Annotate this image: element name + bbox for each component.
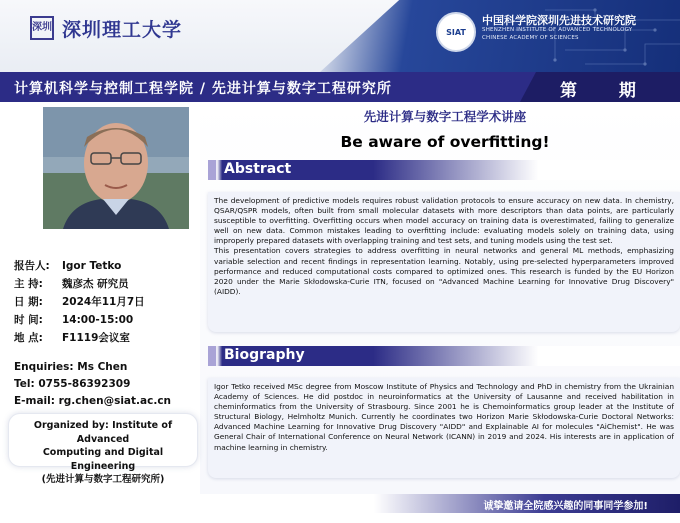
issue-number: 第 期 bbox=[560, 81, 654, 101]
contact-email[interactable]: E-mail: rg.chen@siat.ac.cn bbox=[14, 395, 172, 407]
heading-accent bbox=[208, 160, 216, 180]
info-date: 日 期: 2024年11月7日 bbox=[14, 296, 145, 308]
siat-name-en-1: SHENZHEN INSTITUTE OF ADVANCED TECHNOLOGY bbox=[482, 27, 633, 33]
organizer-box bbox=[8, 413, 198, 485]
organizer-line-1: Organized by: Institute of Advanced bbox=[33, 420, 173, 445]
contact-tel: Tel: 0755-86392309 bbox=[14, 378, 131, 390]
siat-logo: SIAT bbox=[436, 12, 476, 52]
siat-name-cn: 中国科学院深圳先进技术研究院 bbox=[482, 14, 636, 27]
biography-heading: Biography bbox=[224, 347, 305, 363]
biography-body bbox=[208, 378, 680, 478]
biography-heading-bar bbox=[208, 346, 680, 366]
department-title: 计算机科学与控制工程学院 / 先进计算与数字工程研究所 bbox=[14, 81, 392, 97]
info-time: 时 间: 14:00-15:00 bbox=[14, 314, 134, 326]
organizer-line-2: Computing and Digital Engineering bbox=[42, 447, 164, 472]
biography-text: Igor Tetko received MSc degree from Moscow Institute of Physics and Technology and PhD in chemistry from the Ukrainian Academy of Sciences. He did postdoc in neuroinformatics at the University of Lausanne and received habilitation in cheminformatics from the University of Strasbourg. Since 2001 he is Chemoinformatics group leader at the Institute of Structural Biology, Helmholtz Munich. Currently he coordinates two Horizon Marie Skłodowska-Curie Doctoral Networks: Advanced Machine Learning for Innovative Drug Discovery "AIDD" and Explainable AI for molecules "AiChemist". He was General Chair of International Conference on Neural Network (ICANN) in 2019 and 2024. His interests are in application of machine learning in chemistry. bbox=[214, 382, 674, 452]
abstract-paragraph-2: This presentation covers strategies to address overfitting in neural networks and general ML methods, emphasizing variable selection and recent findings in representation learning. Notably, using pre-selected hyperparameters improved performance and reduced computational costs compared to optimized ones. This research is funded by the EU Horizon 2020 under the Marie Skłodowska-Curie ITN, focused on "Advanced Machine Learning for Innovative Drug Discovery" (AIDD). bbox=[214, 246, 674, 296]
heading-accent bbox=[208, 346, 216, 366]
university-name: 深圳理工大学 bbox=[62, 19, 183, 41]
university-logo: 深圳 bbox=[30, 16, 54, 40]
talk-title: Be aware of overfitting! bbox=[340, 133, 550, 151]
contact-enquiries: Enquiries: Ms Chen bbox=[14, 361, 128, 373]
lecture-series-title: 先进计算与数字工程学术讲座 bbox=[363, 109, 527, 124]
abstract-paragraph-1: The development of predictive models requires robust validation protocols to ensure accuracy on new data. In chemistry, QSAR/QSPR models, often built from small molecular datasets with more descriptors than data points, are particularly susceptible to overfitting. Overfitting occurs when model accuracy on training data is overestimated, failing to generalize well on new data. Common mistakes leading to overfitting include: evaluating models solely on training data, using improperly prepared datasets with overlapping training and test sets, and tuning models using the test set. bbox=[214, 196, 674, 246]
speaker-photo bbox=[43, 107, 189, 229]
siat-name-en-2: CHINESE ACADEMY OF SCIENCES bbox=[482, 35, 579, 41]
info-location: 地 点: F1119会议室 bbox=[14, 332, 130, 344]
footer-invitation: 诚挚邀请全院感兴趣的同事同学参加! bbox=[483, 501, 648, 512]
abstract-body bbox=[208, 192, 680, 332]
abstract-heading-bar bbox=[208, 160, 680, 180]
info-speaker: 报告人: Igor Tetko bbox=[14, 260, 122, 272]
info-host: 主 持: 魏彦杰 研究员 bbox=[14, 278, 129, 290]
abstract-heading: Abstract bbox=[224, 161, 292, 177]
organizer-line-3: (先进计算与数字工程研究所) bbox=[41, 474, 165, 485]
